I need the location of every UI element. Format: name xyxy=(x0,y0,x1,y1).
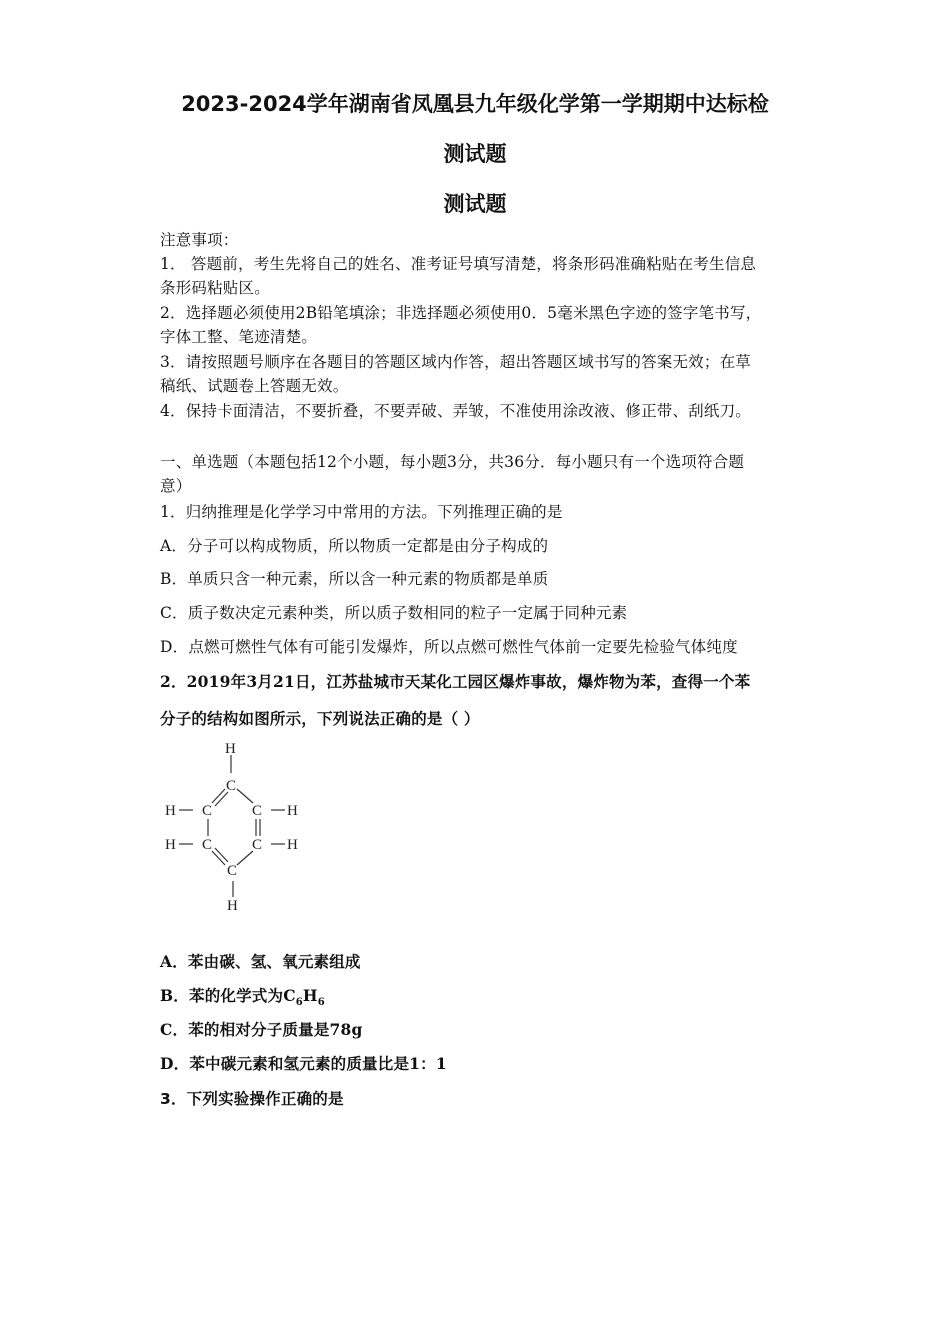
section-heading-cont: 意） xyxy=(160,477,192,495)
benzene-structure-diagram xyxy=(155,735,315,920)
notice-line: 4．保持卡面清洁，不要折叠，不要弄破、弄皱，不准使用涂改液、修正带、刮纸刀。 xyxy=(160,402,751,420)
q2-stem: 2．2019年3月21日，江苏盐城市天某化工园区爆炸事故，爆炸物为苯，查得一个苯 xyxy=(160,672,751,691)
notice-line: 稿纸、试题卷上答题无效。 xyxy=(160,377,349,395)
atom-c: C xyxy=(202,837,213,853)
atom-h: H xyxy=(225,741,236,757)
notice-line: 2．选择题必须使用2B铅笔填涂；非选择题必须使用0．5毫米黑色字迹的签字笔书写， xyxy=(160,304,762,322)
notice-line: 1． 答题前，考生先将自己的姓名、准考证号填写清楚，将条形码准确粘贴在考生信息 xyxy=(160,255,757,273)
formula-h: H xyxy=(302,986,318,1005)
doc-title: 2023-2024学年湖南省凤凰县九年级化学第一学期期中达标检 xyxy=(181,92,769,116)
q2-stem-cont: 分子的结构如图所示，下列说法正确的是（ ） xyxy=(160,709,480,728)
atom-c: C xyxy=(202,803,213,819)
q1-stem: 1．归纳推理是化学学习中常用的方法。下列推理正确的是 xyxy=(160,503,563,521)
atom-c: C xyxy=(252,837,263,853)
atom-h: H xyxy=(227,898,238,914)
q2-option-b xyxy=(160,984,325,1008)
atom-c: C xyxy=(226,778,237,794)
q3-stem: 3．下列实验操作正确的是 xyxy=(160,1090,344,1108)
atom-c: C xyxy=(227,863,238,879)
doc-subtitle: 测试题 xyxy=(443,192,507,216)
atom-h: H xyxy=(287,837,298,853)
atom-h: H xyxy=(287,803,298,819)
section-heading: 一、单选题（本题包括12个小题，每小题3分，共36分．每小题只有一个选项符合题 xyxy=(160,453,745,471)
q2-option-c: C．苯的相对分子质量是78g xyxy=(160,1020,363,1039)
atom-c: C xyxy=(252,803,263,819)
notice-line: 字体工整、笔迹清楚。 xyxy=(160,328,318,346)
atom-h: H xyxy=(165,803,176,819)
q2-option-d: D．苯中碳元素和氢元素的质量比是1：1 xyxy=(160,1054,447,1073)
atom-h: H xyxy=(165,837,176,853)
formula-subscript: 6 xyxy=(295,997,303,1009)
formula-subscript: 6 xyxy=(317,997,325,1009)
q1-option-c: C．质子数决定元素种类，所以质子数相同的粒子一定属于同种元素 xyxy=(160,604,628,622)
q2-option-a: A．苯由碳、氢、氧元素组成 xyxy=(160,952,361,971)
doc-title-line2: 测试题 xyxy=(443,142,507,166)
notice-line: 3．请按照题号顺序在各题目的答题区域内作答，超出答题区域书写的答案无效；在草 xyxy=(160,353,751,371)
notice-line: 条形码粘贴区。 xyxy=(160,279,270,297)
q1-option-d: D．点燃可燃性气体有可能引发爆炸，所以点燃可燃性气体前一定要先检验气体纯度 xyxy=(160,638,738,656)
q2-option-b-text: B．苯的化学式为C xyxy=(160,986,296,1005)
q1-option-b: B．单质只含一种元素，所以含一种元素的物质都是单质 xyxy=(160,570,549,588)
notice-heading: 注意事项： xyxy=(160,231,239,249)
q1-option-a: A．分子可以构成物质，所以物质一定都是由分子构成的 xyxy=(160,537,549,555)
